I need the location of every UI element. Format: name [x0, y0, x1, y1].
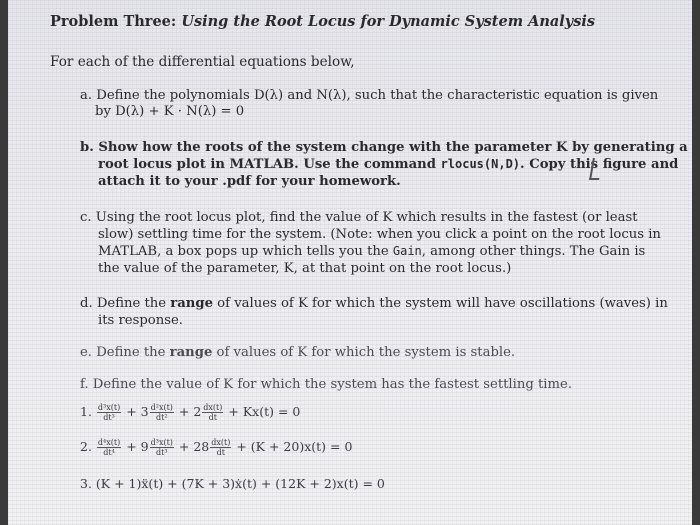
eq1-tail: + Kx(t) = 0: [228, 404, 301, 419]
eq2-term3: $\frac{dx(t)}{dt}$: [211, 438, 231, 457]
problem-title: [50, 14, 595, 29]
eq2-term1: $\frac{\text{d⁴x(t)}}{\text{dt⁴}}$: [97, 438, 121, 457]
item-d-line1: [80, 296, 668, 311]
eq3-label: 3.: [80, 476, 92, 491]
eq1-term2: $\frac{\text{d²x(t)}}{\text{dt²}}$: [150, 403, 173, 422]
item-c-line3-pre: MATLAB, a box pops up which tells you the: [98, 244, 393, 259]
item-d-pre: d. Define the: [80, 296, 171, 311]
item-b-line2-post: . Copy this figure and: [520, 157, 679, 172]
eq2-coef2: + 9: [126, 439, 149, 454]
item-e-line: [80, 345, 515, 360]
item-c-line3-post: , among other things. The Gain is: [421, 244, 646, 259]
item-e-range: range: [169, 345, 213, 360]
intro-text: For each of the differential equations below,: [50, 54, 355, 70]
item-e-post: of values of K for which the system is stable.: [212, 345, 516, 360]
equation-1: [80, 403, 300, 422]
eq2-coef3: + 28: [178, 439, 210, 454]
equation-3: [80, 476, 385, 491]
item-b-line1: b. Show how the roots of the system change with the parameter K by generating a: [80, 140, 688, 155]
eq2-label: 2.: [80, 439, 92, 454]
item-b-line2-pre: root locus plot in MATLAB. Use the command: [98, 157, 441, 172]
eq1-coef2: + 3: [126, 404, 149, 419]
equation-2: [80, 438, 352, 457]
rlocus-command: rlocus(N,D): [440, 157, 521, 171]
gain-word: Gain: [392, 244, 422, 258]
item-e-pre: e. Define the: [80, 345, 170, 360]
item-d-post: of values of K for which the system will have oscillations (waves) in: [212, 296, 668, 311]
eq1-term1: $\frac{\text{d³x(t)}}{\text{dt³}}$: [97, 403, 121, 422]
item-d-range: range: [170, 296, 213, 311]
eq2-tail: + (K + 20)x(t) = 0: [236, 439, 353, 454]
item-f-line: f. Define the value of K for which the system has the fastest settling time.: [80, 377, 573, 392]
eq1-label: 1.: [80, 404, 92, 419]
title-subtitle: Using the Root Locus for Dynamic System Analysis: [181, 13, 596, 30]
eq3-text: (K + 1)ẍ(t) + (7K + 3)ẋ(t) + (12K + 2)x(t) = 0: [95, 476, 385, 491]
eq1-term3: $\frac{dx(t)}{dt}$: [203, 403, 223, 422]
item-c-line4: the value of the parameter, K, at that point on the root locus.): [98, 261, 512, 276]
eq1-coef3: + 2: [178, 404, 202, 419]
item-a-line1: a. Define the polynomials D(λ) and N(λ), such that the characteristic equation is given: [80, 88, 659, 103]
eq2-term2: $\frac{\text{d³x(t)}}{\text{dt³}}$: [150, 438, 173, 457]
item-d-line2: its response.: [98, 313, 183, 328]
document-page: [8, 0, 692, 525]
item-a-line2: by D(λ) + K · N(λ) = 0: [95, 104, 245, 119]
item-b-line3: attach it to your .pdf for your homework.: [98, 174, 401, 189]
item-c-line1: c. Using the root locus plot, find the value of K which results in the fastest (or least: [80, 210, 638, 225]
item-c-line3: [98, 244, 645, 259]
item-c-line2: slow) settling time for the system. (Note: when you click a point on the root locus in: [98, 227, 661, 242]
title-prefix: Problem Three:: [50, 13, 177, 30]
